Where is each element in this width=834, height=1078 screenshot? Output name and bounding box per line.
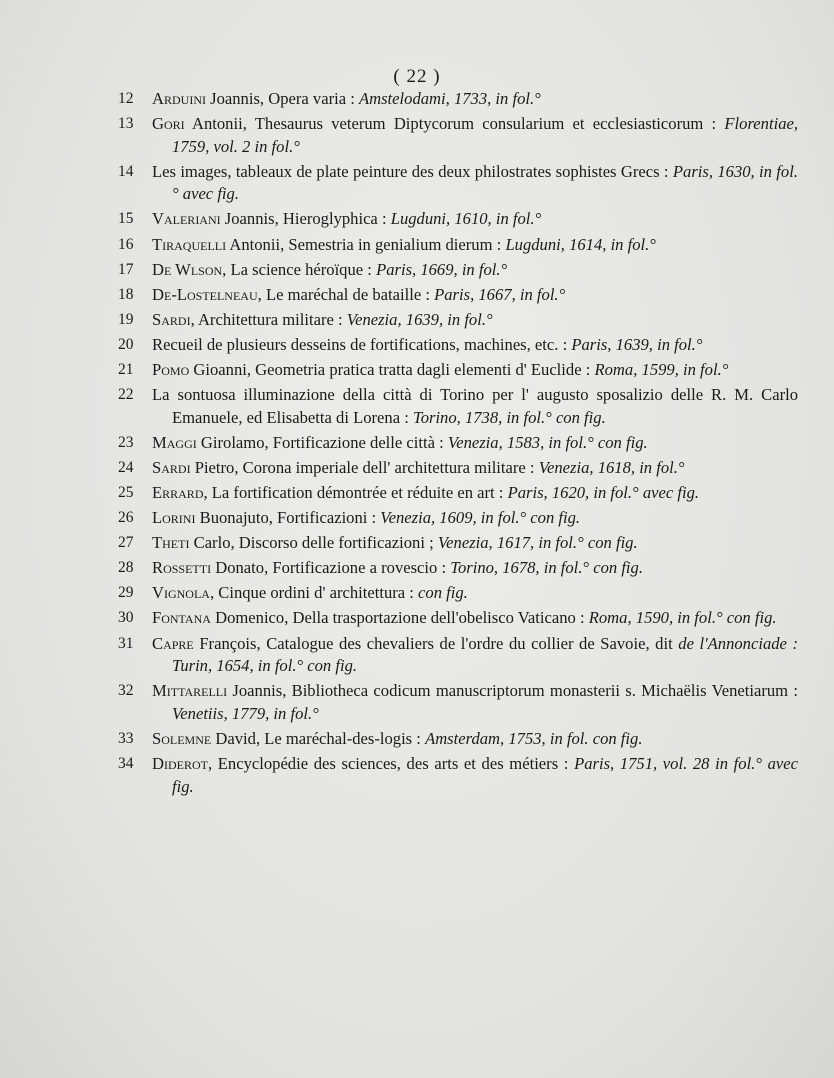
entry-number: 33 — [118, 729, 134, 747]
catalogue-entry — [118, 607, 798, 630]
entry-title: Domenico, Della trasportazione dell'obelisco Vaticano : — [215, 608, 585, 628]
entry-author: De Wlson — [152, 259, 223, 279]
entry-author: Solemne — [152, 728, 212, 748]
catalogue-entry — [118, 359, 798, 382]
entry-details: 1630, in fol.° avec fig. — [172, 161, 798, 204]
entry-details: 1733, in fol.° — [453, 89, 541, 108]
entry-number: 15 — [118, 210, 134, 228]
entry-place: Venezia, — [447, 432, 503, 452]
entry-title: Joannis, Hieroglyphica : — [224, 209, 387, 229]
entry-place: Florentiae, — [724, 114, 798, 134]
entry-place: Venezia, — [538, 457, 594, 477]
entry-details: 1614, in fol.° — [569, 234, 656, 254]
entry-number: 30 — [118, 609, 134, 627]
entry-author: De-Lostelneau — [152, 284, 258, 304]
entry-title: Recueil de plusieurs desseins de fortifications, machines, etc. : — [152, 334, 568, 354]
entry-place: Paris, — [571, 334, 612, 354]
catalogue-entry — [118, 259, 798, 282]
entry-author: Arduini — [152, 89, 206, 108]
entry-place: Venetiis, — [172, 703, 228, 723]
entry-place: Roma, — [594, 360, 638, 380]
entry-title: Les images, tableaux de plate peinture des deux philostrates sophistes Grecs : — [152, 161, 669, 181]
entry-title: Joannis, Opera varia : — [210, 89, 355, 108]
entry-details: 1667, in fol.° — [478, 284, 566, 304]
entry-place: Amstelodami, — [358, 89, 450, 108]
entry-details: 1590, in fol.° con fig. — [635, 608, 777, 628]
entry-title: Pietro, Corona imperiale dell' architettura militare : — [194, 457, 535, 477]
entry-author: Sardi — [152, 457, 191, 477]
entry-number: 16 — [118, 235, 134, 253]
entry-details: 1620, in fol.° avec fig. — [551, 483, 700, 502]
entry-details: con fig. — [418, 583, 468, 603]
page-number: ( 22 ) — [393, 66, 441, 87]
entry-number: 17 — [118, 260, 134, 278]
entry-details: 1678, in fol.° con fig. — [502, 558, 643, 578]
entry-number: 29 — [118, 584, 134, 602]
entry-details: 1759, vol. 2 in fol.° — [172, 136, 300, 156]
entry-title: , Cinque ordini d' architettura : — [209, 583, 414, 603]
entry-place: Roma, — [588, 608, 632, 628]
catalogue-entry — [118, 309, 798, 332]
entry-number: 31 — [118, 634, 134, 652]
entry-title: Buonajuto, Fortificazioni : — [199, 508, 377, 528]
entry-title: , La fortification démontrée et réduite en art : — [203, 483, 504, 502]
entry-author: Vignola — [152, 583, 210, 603]
catalogue-entry — [118, 728, 798, 751]
entry-details: 1639, in fol.° — [405, 309, 493, 329]
entry-title: Carlo, Discorso delle fortificazioni ; — [193, 533, 434, 553]
catalogue-entry — [118, 457, 798, 480]
entry-number: 34 — [118, 755, 134, 773]
entry-title: , Architettura militare : — [190, 309, 343, 329]
entry-number: 26 — [118, 509, 134, 527]
entry-details: 1751, vol. 28 in fol.° avec fig. — [172, 754, 798, 796]
entry-place: Torino, — [412, 407, 461, 427]
entry-place: Lugduni, — [505, 234, 565, 254]
catalogue-entry — [118, 507, 798, 530]
entry-author: Errard — [152, 483, 204, 502]
entry-title: , La science héroïque : — [222, 259, 372, 279]
entry-author: Capre — [152, 633, 194, 653]
catalogue-entry — [118, 557, 798, 580]
entry-place: Venezia, — [346, 309, 402, 329]
entry-number: 20 — [118, 335, 134, 353]
entry-place: Venezia, — [437, 533, 493, 553]
entry-number: 18 — [118, 285, 134, 303]
entry-number: 27 — [118, 534, 134, 552]
entry-place: Venezia, — [380, 508, 436, 528]
entry-title: Girolamo, Fortificazione delle città : — [200, 432, 444, 452]
entry-author: Mittarelli — [152, 681, 228, 701]
catalogue-entry — [118, 680, 798, 725]
entry-author: Valeriani — [152, 209, 221, 229]
entry-place: Lugduni, — [390, 209, 451, 229]
entry-place: Torino, — [450, 558, 499, 578]
entry-title: François, Catalogue des chevaliers de l'ordre du collier de Savoie, dit — [199, 633, 673, 653]
entry-number: 14 — [118, 162, 134, 180]
entry-number: 24 — [118, 458, 134, 476]
entry-title: Antonii, Semestria in genialium dierum : — [229, 234, 502, 254]
entry-title: Gioanni, Geometria pratica tratta dagli elementi d' Euclide : — [193, 360, 591, 380]
entry-author: Theti — [152, 533, 190, 553]
entry-title: David, Le maréchal-des-logis : — [215, 728, 421, 748]
entry-number: 21 — [118, 361, 134, 379]
entry-place: Paris, — [672, 161, 713, 181]
catalogue-entry — [118, 432, 798, 455]
entry-details: 1779, in fol.° — [231, 703, 319, 723]
catalogue-entry — [118, 753, 798, 798]
entry-details: 1654, in fol.° con fig. — [216, 656, 358, 676]
catalogue-entry — [118, 384, 798, 429]
entry-details: 1610, in fol.° — [454, 209, 542, 229]
entry-details: 1753, in fol. con fig. — [508, 728, 643, 748]
entry-number: 32 — [118, 682, 134, 700]
catalogue-entry — [118, 582, 798, 605]
entry-title: Joannis, Bibliotheca codicum manuscriptorum monasterii s. Michaëlis Venetiarum : — [232, 681, 798, 701]
entry-details: 1617, in fol.° con fig. — [496, 533, 638, 553]
catalogue-entry — [118, 482, 798, 505]
entry-place: Paris, — [434, 284, 475, 304]
catalogue-entry — [118, 633, 799, 678]
catalogue-entries — [118, 88, 799, 801]
entry-number: 22 — [118, 386, 134, 404]
entry-number: 19 — [118, 310, 134, 328]
entry-place: Amsterdam, — [425, 728, 505, 748]
entry-author: Pomo — [152, 360, 190, 380]
entry-author: Gori — [152, 114, 185, 134]
entry-title: , Encyclopédie des sciences, des arts et des métiers : — [207, 754, 569, 774]
entry-details: 1738, in fol.° con fig. — [464, 407, 606, 427]
catalogue-entry — [118, 208, 798, 231]
entry-details: 1618, in fol.° — [597, 457, 685, 477]
catalogue-entry — [118, 88, 798, 111]
entry-author: Tiraquelli — [152, 234, 227, 254]
entry-author: Rossetti — [152, 558, 212, 578]
entry-details: 1599, in fol.° — [641, 360, 729, 380]
catalogue-entry — [118, 161, 798, 206]
entry-author: Maggi — [152, 432, 197, 452]
entry-number: 25 — [118, 484, 134, 501]
entry-number: 12 — [118, 90, 134, 107]
catalogue-entry — [118, 113, 798, 158]
entry-place: de l'Annonciade : Turin, — [172, 633, 799, 676]
catalogue-entry — [118, 334, 798, 357]
entry-number: 13 — [118, 115, 134, 133]
entry-place: Paris, — [376, 259, 417, 279]
entry-title: La sontuosa illuminazione della città di Torino per l' augusto sposalizio delle R. M. Carlo Emanuele, ed Elisabetta di Lorena : — [152, 385, 798, 427]
catalogue-entry — [118, 532, 798, 555]
entry-number: 23 — [118, 433, 134, 451]
entry-place: Paris, — [507, 483, 548, 502]
entry-details: 1669, in fol.° — [420, 259, 508, 279]
entry-author: Sardi — [152, 309, 191, 329]
entry-details: 1639, in fol.° — [615, 334, 703, 354]
entry-title: , Le maréchal de bataille : — [257, 284, 430, 304]
entry-place: Paris, — [574, 754, 615, 774]
entry-details: 1583, in fol.° con fig. — [506, 432, 648, 452]
entry-title: Antonii, Thesaurus veterum Diptycorum consularium et ecclesiasticorum : — [191, 114, 717, 134]
entry-author: Fontana — [152, 608, 211, 628]
entry-details: 1609, in fol.° con fig. — [439, 508, 581, 528]
entry-author: Diderot — [152, 754, 208, 774]
entry-author: Lorini — [152, 508, 196, 528]
catalogue-entry — [118, 234, 798, 257]
entry-number: 28 — [118, 559, 134, 577]
catalogue-entry — [118, 284, 798, 307]
entry-title: Donato, Fortificazione a rovescio : — [215, 558, 447, 578]
